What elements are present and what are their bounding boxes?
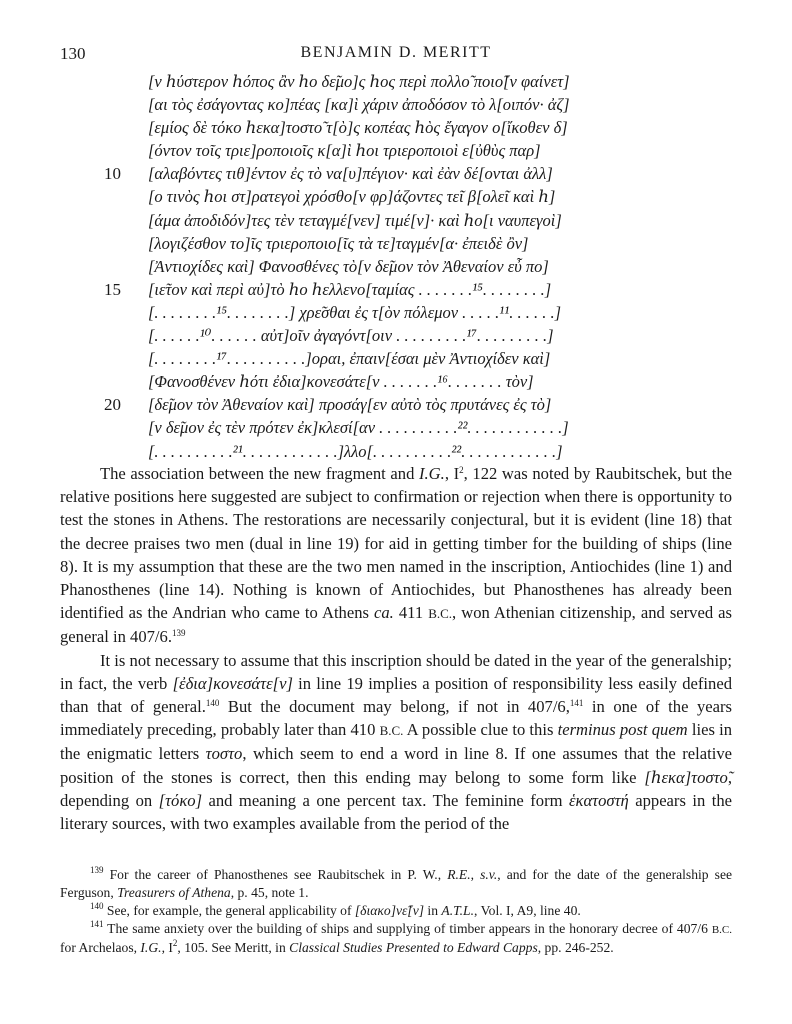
inscription-text: [άμα ἀποδιδόν]τες τὲν τεταγμέ[νεν] τιμέ[ν]· καὶ ℎο[ι ναυπεγοὶ] xyxy=(148,210,562,230)
footnote-ref-139: 139 xyxy=(171,628,186,639)
inscription-text: [ν δε̃μον ἐς τὲν πρότεν ἐκ]κλεσί[αν . . . . . . . . . .²². . . . . . . . . . . .] xyxy=(148,418,569,438)
inscription-line xyxy=(104,70,644,93)
inscription-text: [Φανοσθένεν ℎότι ἐδια]κονεσάτε[ν . . . . . . .¹⁶. . . . . . . τὸν] xyxy=(148,372,534,392)
inscription-line xyxy=(104,209,644,232)
line-number: 20 xyxy=(104,395,121,415)
footnote-141: $^{141}$ The same anxiety over the building of ships and supplying of timber appears in the honorary decree of 407/6 B.C. for Archelaos, I.G., $I^2$, 105. See Meritt, in Classical Studies Presented to Edward Capps, pp. 246-252. xyxy=(60,919,732,955)
inscription-line xyxy=(104,232,644,255)
inscription-line xyxy=(104,116,644,139)
footnote-ref-141: 141 xyxy=(569,698,584,709)
inscription-text: [λογιζέσθον το]ῖς τριεροποιο[ῖς τὰ τε]ταγμέν[α· ἐπειδὲ ὂν] xyxy=(148,233,529,253)
footnote-139: $^{139}$ For the career of Phanosthenes see Raubitschek in P. W., R.E., s.v., and for the date of the generalship see Ferguson, Treasurers of Athena, p. 45, note 1. xyxy=(60,865,733,900)
inscription-text: [. . . . . . . . . .²¹. . . . . . . . . . . .]λλο[. . . . . . . . . .²². . . . . . . . . . . .] xyxy=(148,441,563,461)
footnote-140: $^{140}$ See, for example, the general applicability of [διακο]νε̃[ν] in A.T.L., Vol. I, A9, line 40. xyxy=(90,901,581,918)
running-title: BENJAMIN D. MERITT xyxy=(300,44,492,61)
inscription-line xyxy=(104,278,644,301)
inscription-line xyxy=(104,324,644,347)
inscription-text: [. . . . . .¹⁰. . . . . . αὐτ]οῖν ἀγαγόντ[οιν . . . . . . . . .¹⁷. . . . . . . . .] xyxy=(148,326,554,346)
inscription-text: [. . . . . . . .¹⁵. . . . . . . .] χρε̃σθαι ἐς τ[ὸν πόλεμον . . . . .¹¹. . . . . .] xyxy=(148,302,561,322)
paragraph-2: It is not necessary to assume that this inscription should be dated in the year of the generalship; in fact, the verb [ἐδια]κονεσάτε[ν] in line 19 implies a position of responsibility less easily defined than that of general.$^{140}$ But the document may belong, if not in 407/6,$^{141}$ in one of the years immediately preceding, probably later than 410 B.C. A possible clue to this terminus post quem lies in the enigmatic letters τοστο, which seem to end a word in line 8. If one assumes that the relative position of the stones is correct, then this ending may belong to some form like [ℎεκα]τοστο̃, depending on [τόκο] and meaning a one percent tax. The feminine form ἑκατοστή appears in the literary sources, with two examples available from the period of the xyxy=(60,650,732,834)
greek-inscription xyxy=(104,70,644,463)
inscription-line xyxy=(104,440,644,463)
inscription-line xyxy=(104,162,644,185)
inscription-line xyxy=(104,185,644,208)
inscription-line xyxy=(104,370,644,393)
inscription-text: [δε̃μον τὸν Ἀθεναίον καὶ] προσάγ[εν αὐτὸ τὸς πρυτάνες ἐς τὸ] xyxy=(148,395,552,415)
page-header xyxy=(60,44,732,66)
inscription-text: [ν ℎύστερον ℎόπος ἂν ℎο δε̃μο]ς ℎος περὶ πολλο̃ ποιο̃[ν φαίνετ] xyxy=(148,72,570,91)
footnotes xyxy=(60,866,732,957)
line-number: 10 xyxy=(104,164,121,184)
inscription-line xyxy=(104,93,644,116)
inscription-text: [Ἀντιοχίδες καὶ] Φανοσθένες τὸ[ν δε̃μον τὸν Ἀθεναίον εὖ πο] xyxy=(148,256,549,276)
footnote-ref-140: 140 xyxy=(205,698,220,709)
inscription-line xyxy=(104,255,644,278)
paragraph-1: The association between the new fragment and I.G., $I^2$, 122 was noted by Raubitschek, but the relative positions here suggested are subject to confirmation or rejection when there is opportunity to test the stones in Athens. The restorations are necessarily conjectural, but it is evident (line 18) that the decree praises two men (dual in line 19) for aid in getting timber for the building of ships (line 8). It is my assumption that these are the two men named in the inscription, Antiochides (line 1) and Phanosthenes (line 14). Nothing is known of Antiochides, but Phanosthenes has already been identified as the Andrian who came to Athens ca. 411 B.C., won Athenian citizenship, and served as general in 407/6.$^{139}$ xyxy=(60,464,732,647)
inscription-text: [όντον τοῖς τριε]ροποιοῖς κ[α]ὶ ℎοι τριεροποιοὶ ε[ὐθὺς παρ] xyxy=(148,141,541,161)
inscription-line xyxy=(104,301,644,324)
inscription-line xyxy=(104,416,644,439)
inscription-text: [ιε̃τον καὶ περὶ αὐ]τὸ ℎο ℎελλενο[ταμίας . . . . . . .¹⁵. . . . . . . .] xyxy=(148,279,552,299)
inscription-text: [αι τὸς ἐσάγοντας κο]πέας [κα]ὶ χάριν ἀποδόσον τὸ λ[οιπόν· ἀζ] xyxy=(148,95,570,115)
inscription-line xyxy=(104,139,644,162)
page-number: 130 xyxy=(60,44,86,63)
inscription-line xyxy=(104,347,644,370)
inscription-text: [αλαβόντες τιθ]έντον ἐς τὸ να[υ]πέγιον· καὶ ἐὰν δέ[ονται ἀλλ] xyxy=(148,164,553,184)
line-number: 15 xyxy=(104,279,121,299)
inscription-line xyxy=(104,393,644,416)
body-text xyxy=(60,462,732,835)
inscription-text: [ο τινὸς ℎοι στ]ρατεγοὶ χρόσθο[ν φρ]άζοντες τε̃ι β[ολε̃ι καὶ ℎ] xyxy=(148,187,556,207)
inscription-text: [. . . . . . . .¹⁷. . . . . . . . . .]οραι, ἐπαιν[έσαι μὲν Ἀντιοχίδεν καὶ] xyxy=(148,349,551,369)
inscription-text: [εμίος δὲ τόκο ℎεκα]τοστο̃ τ[ὸ]ς κοπέας ℎὸς ἔγαγον ο[ἴκοθεν δ] xyxy=(148,118,568,138)
